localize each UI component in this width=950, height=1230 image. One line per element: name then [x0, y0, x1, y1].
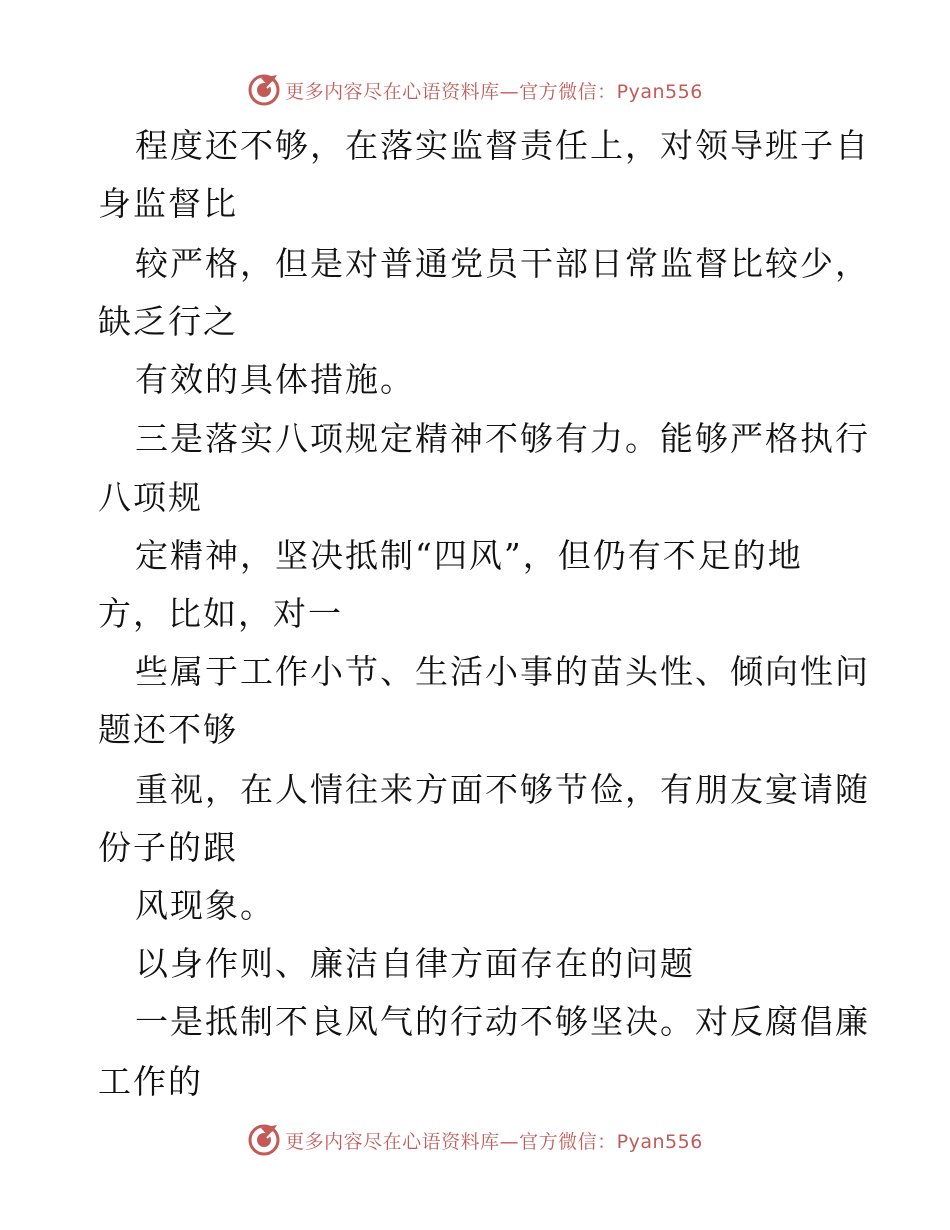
footer-watermark-banner	[0, 1120, 950, 1160]
brand-logo-icon	[247, 1123, 281, 1157]
text-line: 方，比如，对一	[98, 594, 343, 633]
text-line: 份子的跟	[98, 828, 238, 867]
text-line: 身监督比	[98, 184, 238, 223]
header-banner-text: 更多内容尽在心语资料库—官方微信：Pyan556	[285, 80, 703, 103]
header-watermark-banner	[0, 70, 950, 110]
section-heading: 以身作则、廉洁自律方面存在的问题	[135, 944, 695, 983]
text-line: 些属于工作小节、生活小事的苗头性、倾向性问	[135, 652, 870, 691]
text-line: 重视，在人情往来方面不够节俭，有朋友宴请随	[135, 770, 870, 809]
text-line: 较严格，但是对普通党员干部日常监督比较少，	[135, 244, 870, 283]
text-line: 题还不够	[98, 710, 238, 749]
text-line: 工作的	[98, 1062, 203, 1101]
text-line: 一是抵制不良风气的行动不够坚决。对反腐倡廉	[135, 1002, 870, 1041]
text-line: 八项规	[98, 478, 203, 517]
text-line: 定精神，坚决抵制“四风”，但仍有不足的地	[135, 536, 803, 575]
brand-logo-icon	[247, 73, 281, 107]
text-line: 三是落实八项规定精神不够有力。能够严格执行	[135, 419, 870, 458]
text-line: 风现象。	[135, 886, 275, 925]
text-line: 有效的具体措施。	[135, 360, 415, 399]
text-line: 缺乏行之	[98, 302, 238, 341]
footer-banner-text: 更多内容尽在心语资料库—官方微信：Pyan556	[285, 1130, 703, 1153]
text-line: 程度还不够，在落实监督责任上，对领导班子自	[135, 126, 870, 165]
